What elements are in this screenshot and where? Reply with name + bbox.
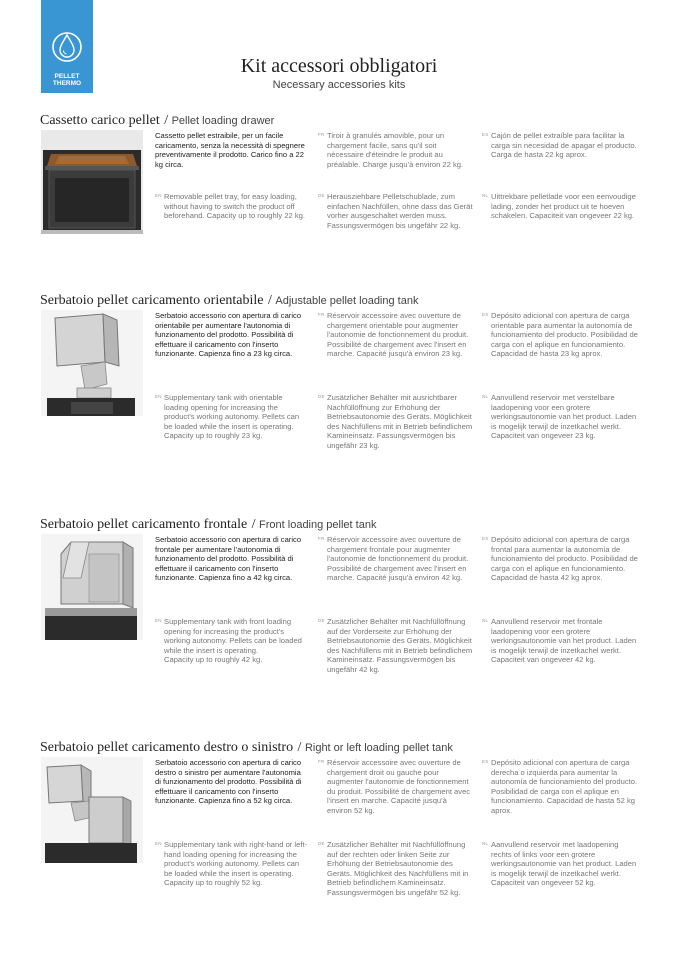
section-front-tank — [40, 515, 650, 700]
description-en — [164, 617, 304, 665]
lang-en: EN — [155, 618, 162, 623]
description-fr: Tiroir à granulés amovible, pour un chargement facile, sans qu'il soit nécessaire d'éteindre le produit au préalable. Charge jusqu'à environ 22 kg. — [327, 131, 464, 169]
section-title: Serbatoio pellet caricamento frontale / Front loading pellet tank — [40, 517, 377, 532]
brand-line-2: THERMO — [52, 80, 82, 87]
section-title-en: Right or left loading pellet tank — [304, 742, 453, 754]
description-de: Herausziehbare Pelletschublade, zum einfachen Nachfüllen, ohne dass das Gerät vorher ausgeschaltet werden muss. Fassungsvermögen bis ungefähr 22 kg. — [327, 192, 473, 230]
section-title-en: Adjustable pellet loading tank — [275, 295, 419, 307]
description-en: Removable pellet tray, for easy loading, without having to switch the product off beforehand. Capacity up to roughly 22 kg. — [164, 192, 305, 221]
lang-es: ES — [482, 536, 489, 541]
lang-en: EN — [155, 841, 162, 846]
description-nl: Aanvullend reservoir met frontale laadopening voor een grotere werkingsautonomie van het product. Laden is mogelijk terwijl de inzetkachel werkt. Capaciteit van ongeveer 42 kg. — [491, 617, 637, 665]
section-title-it: Cassetto carico pellet — [40, 113, 160, 128]
lang-en: EN — [155, 394, 162, 399]
section-title-en: Pellet loading drawer — [171, 115, 275, 127]
lang-es: ES — [482, 132, 489, 137]
lang-fr: FR — [318, 759, 325, 764]
page-title: Kit accessori obbligatori — [240, 55, 438, 77]
section-title: Serbatoio pellet caricamento orientabile / Adjustable pellet loading tank — [40, 293, 419, 308]
lang-es: ES — [482, 312, 489, 317]
description-nl: Uittrekbare pelletlade voor een eenvoudige lading, zonder het product uit te hoeven schakelen. Capaciteit van ongeveer 22 kg. — [491, 192, 636, 221]
pellet-drawer-photo — [41, 130, 143, 234]
adjustable-tank-photo — [41, 310, 143, 416]
lang-nl: NL — [482, 841, 489, 846]
description-nl: Aanvullend reservoir met verstelbare laadopening voor een grotere werkingsautonomie van het product. Laden is mogelijk terwijl de inzetkachel werkt. Capaciteit van ongeveer 23 kg. — [491, 393, 637, 441]
description-it: Serbatoio accessorio con apertura di carico orientabile per aumentare l'autonomia di funzionamento del prodotto. Possibilità di effettuare il caricamento con l'inserto funzionante. Capienza fino a 23 kg circa. — [155, 311, 302, 359]
description-es: Depósito adicional con apertura de carga frontal para aumentar la autonomía de funcionamiento del producto. Posibilidad de carga con el aplique en funcionamiento. Capacidad de hasta 42 kg aprox. — [491, 535, 638, 583]
description-nl: Aanvullend reservoir met laadopening rechts of links voor een grotere werkingsautonomie van het product. Laden is mogelijk terwijl de inzetkachel werkt. Capaciteit van ongeveer 52 kg. — [491, 840, 637, 888]
section-adjustable-tank — [40, 291, 650, 476]
description-en-capacity: Capacity up to roughly 42 kg. — [164, 655, 263, 665]
description-de: Zusätzlicher Behälter mit Nachfüllöffnung auf der Vorderseite zur Erhöhung der Betriebsautonomie des Geräts. Möglichkeit des Nachfüllens mit in Betrieb befindlichem Kamineinsatz. Fassungsvermögen bis ungefähr 42 kg. — [327, 617, 473, 674]
description-fr: Réservoir accessoire avec ouverture de chargement frontale pour augmenter l'autonomie de fonctionnement du produit. Possibilité de chargement avec l'insert en marche. Capacité jusqu'à environ 42 kg. — [327, 535, 469, 583]
description-en: Supplementary tank with orientable loading opening for increasing the product's working autonomy. Pellets can be loaded while the insert is operating. Capacity up to roughly 23 kg. — [164, 393, 300, 441]
section-title-it: Serbatoio pellet caricamento frontale — [40, 517, 248, 532]
lang-es: ES — [482, 759, 489, 764]
lang-nl: NL — [482, 193, 489, 198]
description-it: Serbatoio accessorio con apertura di carico destro o sinistro per aumentare l'autonomia di funzionamento del prodotto. Possibilità di effettuare il caricamento con l'inserto funzionante. Capienza fino a 52 kg circa. — [155, 758, 302, 806]
lang-de: DE — [318, 841, 325, 846]
description-en: Supplementary tank with right-hand or left-hand loading opening for increasing the product's working autonomy. Pellets can be loaded while the insert is operating. Capacity up to roughly 52 kg. — [164, 840, 308, 888]
lang-nl: NL — [482, 394, 489, 399]
description-en-body: Supplementary tank with front loading opening for increasing the product's working autonomy. Pellets can be loaded while the insert is operating. — [164, 617, 302, 655]
lang-en: EN — [155, 193, 162, 198]
page-subtitle: Necessary accessories kits — [272, 79, 406, 91]
section-title-it: Serbatoio pellet caricamento destro o sinistro — [40, 740, 294, 755]
section-title-it: Serbatoio pellet caricamento orientabile — [40, 293, 264, 308]
section-pellet-drawer — [40, 111, 650, 251]
lang-fr: FR — [318, 312, 325, 317]
lang-de: DE — [318, 618, 325, 623]
section-title: Cassetto carico pellet / Pellet loading drawer — [40, 113, 275, 128]
lang-fr: FR — [318, 536, 325, 541]
side-tank-photo — [41, 757, 143, 863]
section-side-tank — [40, 738, 650, 928]
description-de: Zusätzlicher Behälter mit Nachfüllöffnung auf der rechten oder linken Seite zur Erhöhung der Betriebsautonomie des Geräts. Möglichkeit des Nachfüllens mit in Betrieb befindlichem Kamineinsatz. Fassungsvermögen bis ungefähr 52 kg. — [327, 840, 469, 897]
section-title-en: Front loading pellet tank — [259, 519, 377, 531]
description-de: Zusätzlicher Behälter mit ausrichtbarer Nachfüllöffnung zur Erhöhung der Betriebsautonomie des Geräts. Möglichkeit des Nachfüllens mit in Betrieb befindlichem Kamineinsatz. Fassungsvermögen bis ungefähr 23 kg. — [327, 393, 473, 450]
lang-nl: NL — [482, 618, 489, 623]
description-it: Serbatoio accessorio con apertura di carico frontale per aumentare l'autonomia di funzionamento del prodotto. Possibilità di effettuare il caricamento con l'inserto funzionante. Capienza fino a 42 kg circa. — [155, 535, 302, 583]
front-tank-photo — [41, 534, 143, 640]
section-title: Serbatoio pellet caricamento destro o sinistro / Right or left loading pellet tank — [40, 740, 453, 755]
brand-line-1: PELLET — [54, 73, 80, 80]
description-it: Cassetto pellet estraibile, per un facile caricamento, senza la necessità di spegnere preventivamente il prodotto. Carico fino a 22 kg circa. — [155, 131, 305, 169]
lang-fr: FR — [318, 132, 325, 137]
lang-de: DE — [318, 394, 325, 399]
description-es: Depósito adicional con apertura de carga orientable para aumentar la autonomía de funcionamiento del producto. Posibilidad de carga con el aplique en funcionamiento. Capacidad de hasta 23 kg aprox. — [491, 311, 638, 359]
lang-de: DE — [318, 193, 325, 198]
description-es: Cajón de pellet extraíble para facilitar la carga sin necesidad de apagar el producto. Carga de hasta 22 kg aprox. — [491, 131, 637, 160]
description-es: Depósito adicional con apertura de carga derecha o izquierda para aumentar la autonomía de funcionamiento del producto. Posibilidad de carga con el aplique en funcionamiento. Capacidad de hasta 52 kg aprox. — [491, 758, 638, 815]
description-fr: Réservoir accessoire avec ouverture de chargement orientable pour augmenter l'autonomie de fonctionnement du produit. Possibilité de chargement avec l'insert en marche. Capacité jusqu'à environ 23 kg. — [327, 311, 469, 359]
description-fr: Réservoir accessoire avec ouverture de chargement droit ou gauche pour augmenter l'autonomie de fonctionnement du produit. Possibilité de chargement avec l'insert en marche. Capacité jusqu'à environ 52 kg. — [327, 758, 471, 815]
